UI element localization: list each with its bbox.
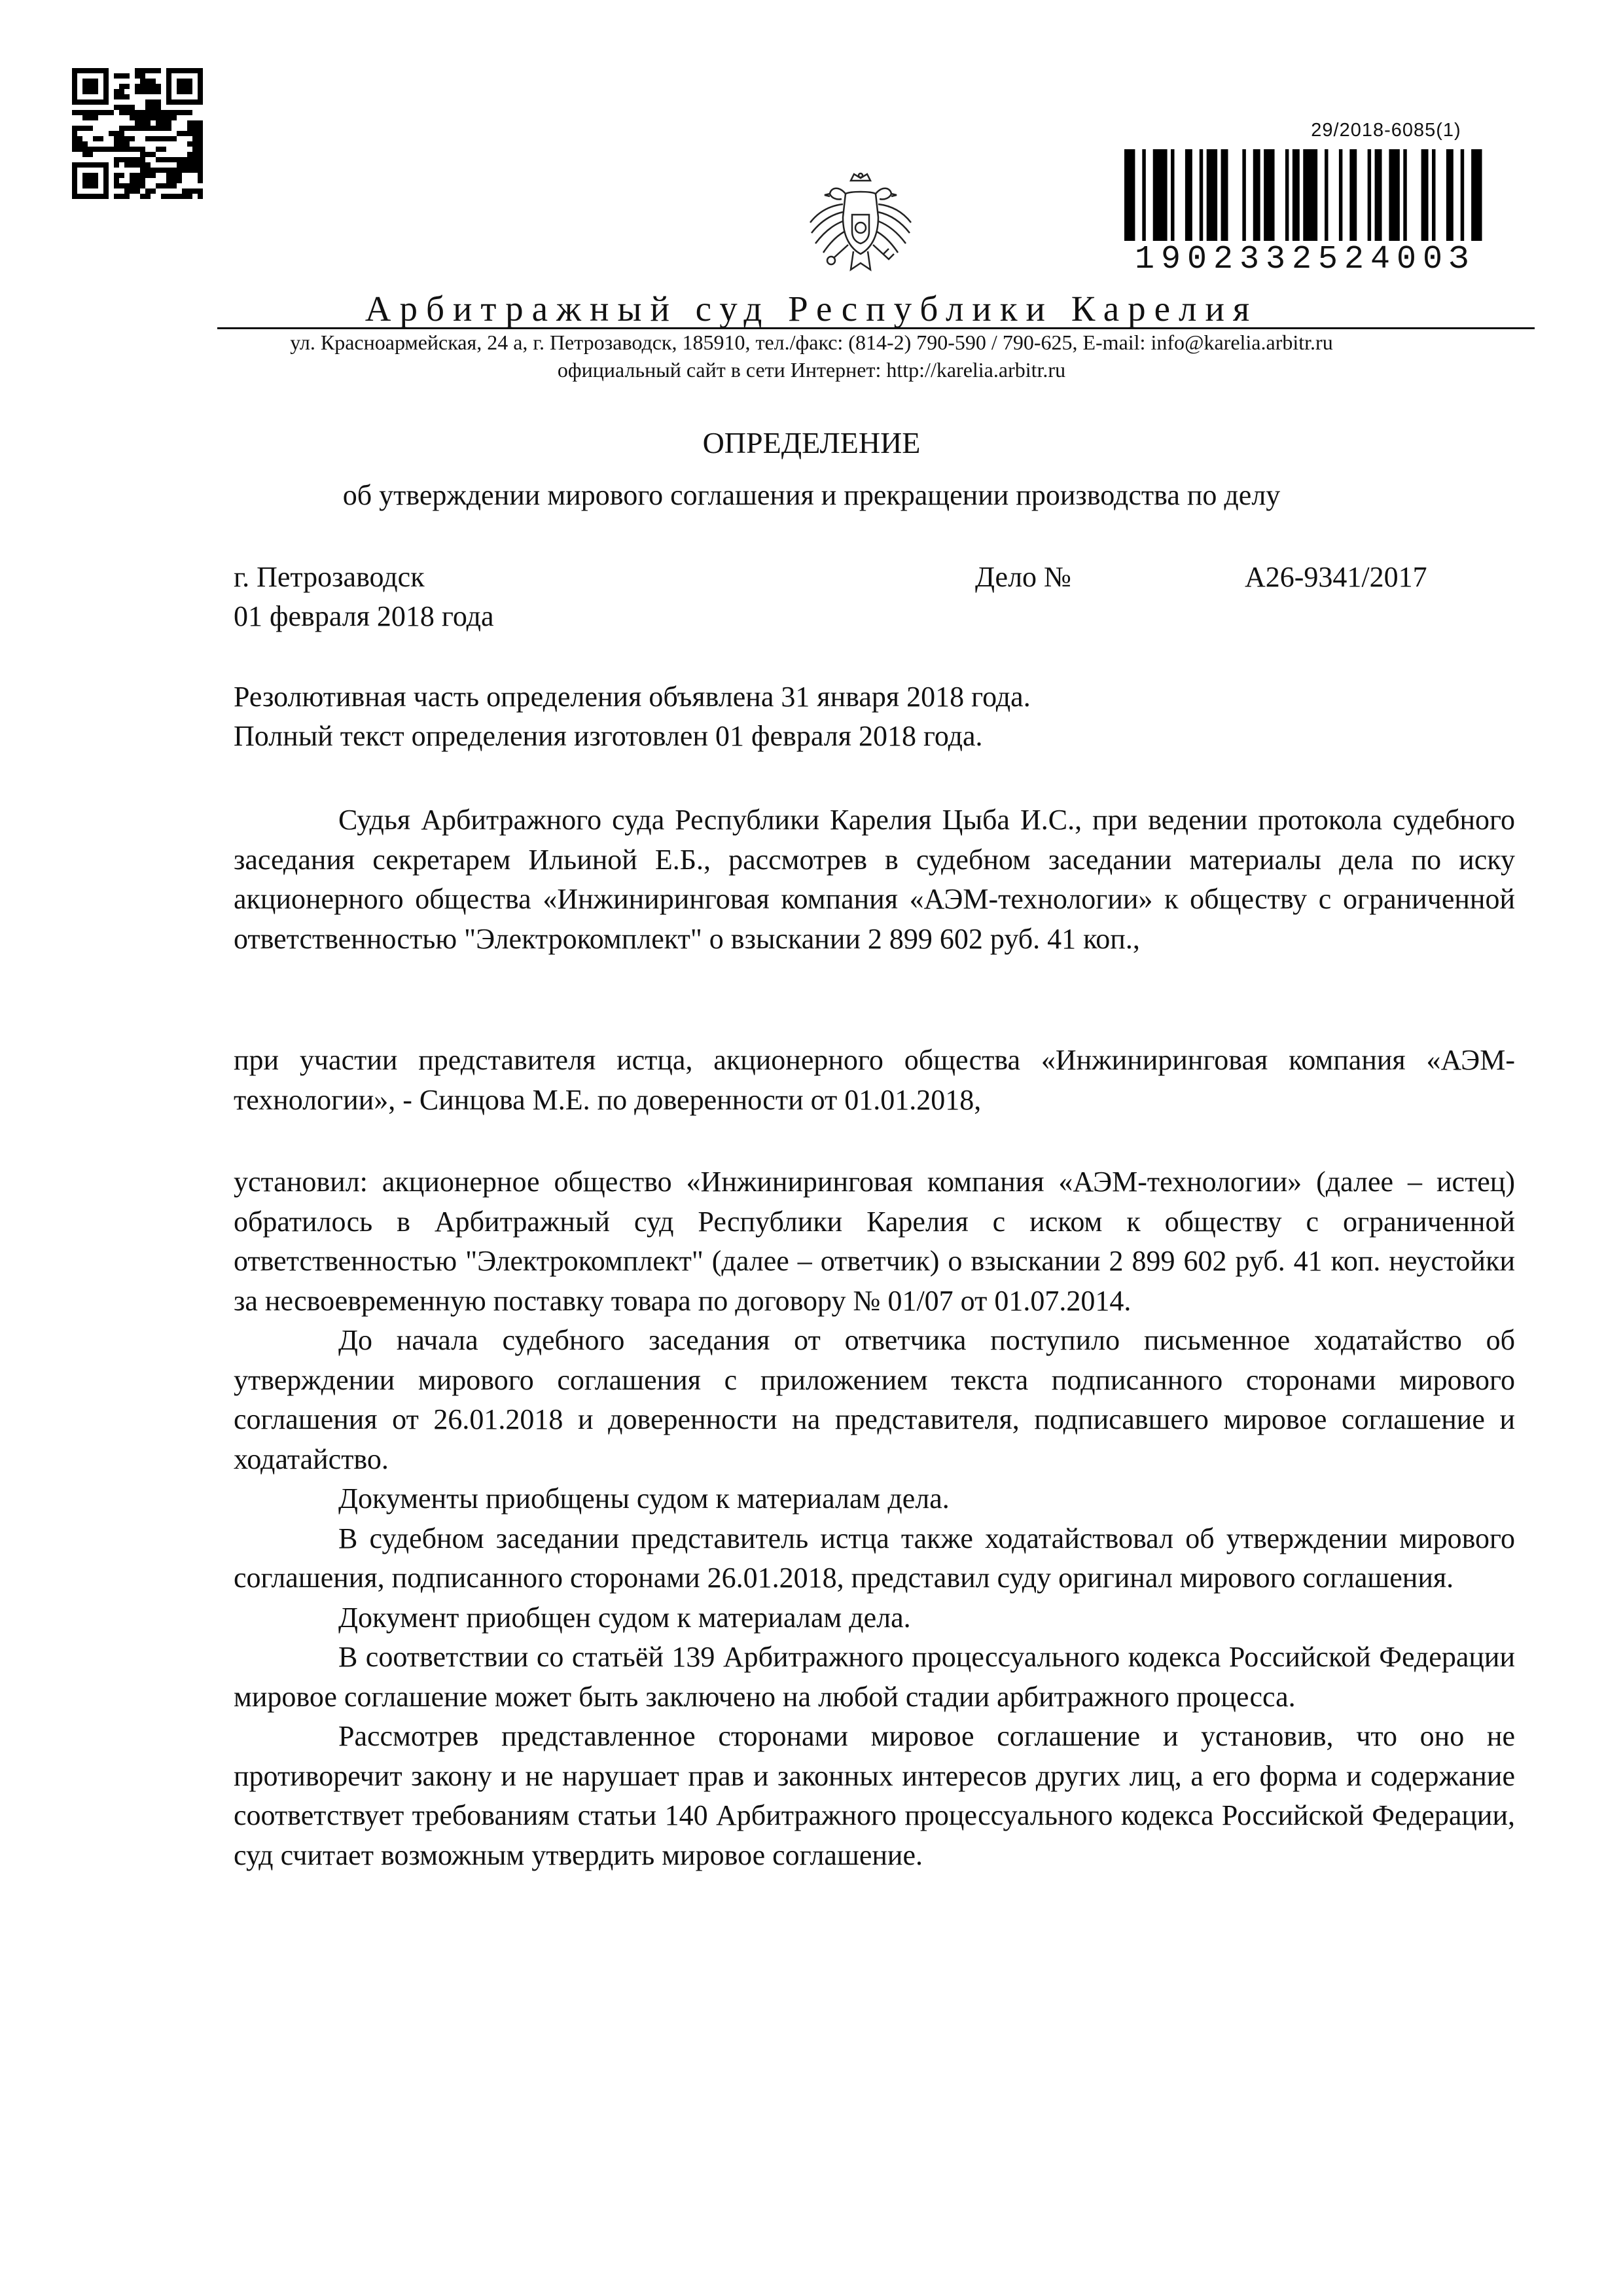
case-stamp-label: 29/2018-6085(1) xyxy=(1311,120,1461,141)
document-title: ОПРЕДЕЛЕНИЕ xyxy=(702,426,921,459)
participation-paragraph: при участии представителя истца, акционерного общества «Инжиниринговая компания «АЭМ-технологии», - Синцова М.Е. по доверенности от 01.01.2018, xyxy=(234,1044,1515,1116)
resolution-announced: Резолютивная часть определения объявлена 31 января 2018 года. xyxy=(234,681,1031,713)
court-website: официальный сайт в сети Интернет: http://karelia.arbitr.ru xyxy=(557,358,1066,382)
judge-paragraph: Судья Арбитражного суда Республики Карелия Цыба И.С., при ведении протокола судебного заседания секретарем Ильиной Е.Б., рассмотрев в судебном заседании материалы дела по иску акционерного общества «Инжиниринговая компания «АЭМ-технологии» к обществу с ограниченной ответственностью "Электрокомплект" о взыскании 2 899 602 руб. 41 коп., xyxy=(234,804,1515,955)
case-number: А26-9341/2017 xyxy=(1245,561,1427,593)
case-label: Дело № xyxy=(975,561,1072,593)
city: г. Петрозаводск xyxy=(234,561,425,593)
state-emblem-icon xyxy=(805,171,916,288)
document-date: 01 февраля 2018 года xyxy=(234,600,494,632)
body-paragraph: До начала судебного заседания от ответчика поступило письменное ходатайство об утверждении мирового соглашения с приложением текста подписанного сторонами мирового соглашения от 26.01.2018 и доверенности на представителя, подписавшего мировое соглашение и ходатайство. xyxy=(234,1324,1515,1475)
body-paragraph: В соответствии со статьёй 139 Арбитражного процессуального кодекса Российской Федерации мировое соглашение может быть заключено на любой стадии арбитражного процесса. xyxy=(234,1641,1515,1713)
barcode-digits: 190233252400З xyxy=(1134,241,1476,278)
body-paragraph: В судебном заседании представитель истца также ходатайствовал об утверждении мирового соглашения, подписанного сторонами 26.01.2018, представил суду оригинал мирового соглашения. xyxy=(234,1522,1515,1594)
established-paragraph: установил: акционерное общество «Инжиниринговая компания «АЭМ-технологии» (далее – истец) обратилось в Арбитражный суд Республики Карелия с иском к обществу с ограниченной ответственностью "Электрокомплект" (далее – ответчик) о взыскании 2 899 602 руб. 41 коп. неустойки за несвоевременную поставку товара по договору № 01/07 от 01.07.2014. xyxy=(234,1166,1515,1317)
document-subtitle: об утверждении мирового соглашения и прекращении производства по делу xyxy=(342,479,1281,511)
header-divider xyxy=(217,327,1535,329)
barcode xyxy=(1124,149,1486,247)
full-text-prepared: Полный текст определения изготовлен 01 февраля 2018 года. xyxy=(234,720,983,752)
qr-code xyxy=(72,68,203,199)
court-address: ул. Красноармейская, 24 а, г. Петрозаводск, 185910, тел./факс: (814-2) 790-590 / 790-625, E-mail: info@karelia.arbitr.ru xyxy=(290,331,1333,354)
court-name: Арбитражный суд Республики Карелия xyxy=(365,289,1258,329)
body-text xyxy=(234,1162,1515,1875)
body-paragraph: Рассмотрев представленное сторонами мировое соглашение и установив, что оно не противоречит закону и не нарушает прав и законных интересов других лиц, а его форма и содержание соответствует требованиям статьи 140 Арбитражного процессуального кодекса Российской Федерации, суд считает возможным утвердить мировое соглашение. xyxy=(234,1720,1515,1871)
body-paragraph: Документы приобщены судом к материалам дела. xyxy=(338,1482,950,1515)
body-paragraph: Документ приобщен судом к материалам дела. xyxy=(338,1601,911,1634)
